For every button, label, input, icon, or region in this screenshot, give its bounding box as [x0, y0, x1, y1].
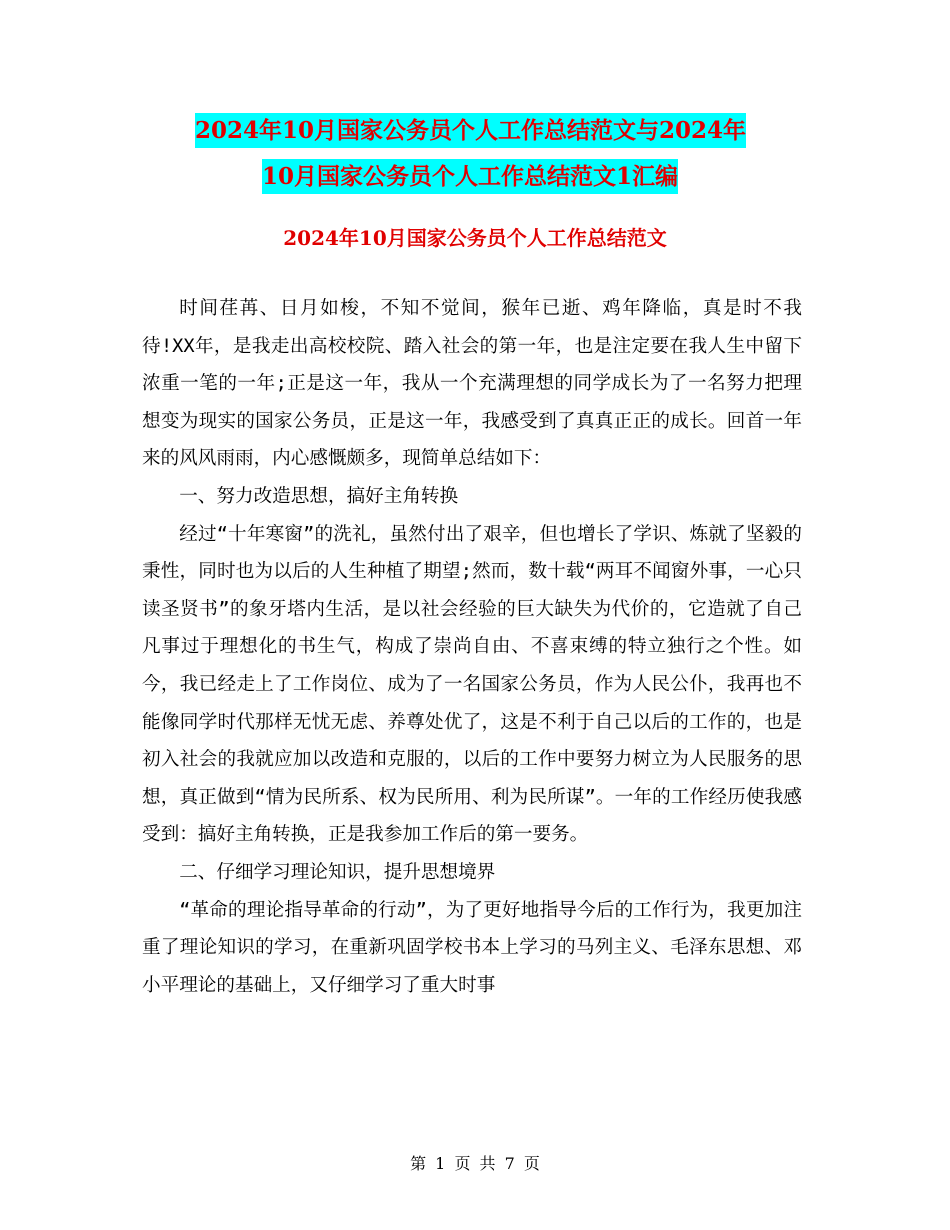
document-title-line-1: [150, 108, 830, 154]
paragraph-section-1: 经过“十年寒窗”的洗礼，虽然付出了艰辛，但也增长了学识、炼就了坚毅的秉性，同时也为以后的人生种植了期望;然而，数十载“两耳不闻窗外事，一心只读圣贤书”的象牙塔内生活，是以社会经验的巨大缺失为代价的，它造就了自己凡事过于理想化的书生气，构成了崇尚自由、不喜束缚的特立独行之个性。如今，我已经走上了工作岗位、成为了一名国家公务员，作为人民公仆，我再也不能像同学时代那样无忧无虑、养尊处优了，这是不利于自己以后的工作的，也是初入社会的我就应加以改造和克服的，以后的工作中要努力树立为人民服务的思想，真正做到“情为民所系、权为民所用、利为民所谋”。一年的工作经历使我感受到：搞好主角转换，正是我参加工作后的第一要务。: [142, 523, 802, 846]
section-title: 2024年10月国家公务员个人工作总结范文: [283, 226, 667, 250]
document-title: [150, 108, 830, 200]
paragraph-section-2: “革命的理论指导革命的行动”，为了更好地指导今后的工作行为，我更加注重了理论知识的学习，在重新巩固学校书本上学习的马列主义、毛泽东思想、邓小平理论的基础上，又仔细学习了重大时事: [142, 899, 802, 996]
title-line-1-highlight: 2024年10月国家公务员个人工作总结范文与2024年: [195, 113, 746, 148]
heading-section-1: 一、努力改造思想，搞好主角转换: [179, 485, 459, 507]
document-body: [142, 290, 802, 1004]
document-title-line-2: [150, 154, 830, 200]
page-footer: 第 1 页 共 7 页: [410, 1154, 540, 1173]
title-line-2-highlight: 10月国家公务员个人工作总结范文1汇编: [262, 159, 678, 194]
paragraph-intro: 时间荏苒、日月如梭，不知不觉间，猴年已逝、鸡年降临，真是时不我待!XX年，是我走出高校校院、踏入社会的第一年，也是注定要在我人生中留下浓重一笔的一年;正是这一年，我从一个充满理想的同学成长为了一名努力把理想变为现实的国家公务员，正是这一年，我感受到了真真正正的成长。回首一年来的风风雨雨，内心感慨颇多，现简单总结如下：: [142, 298, 802, 470]
heading-section-2: 二、仔细学习理论知识，提升思想境界: [179, 861, 496, 883]
